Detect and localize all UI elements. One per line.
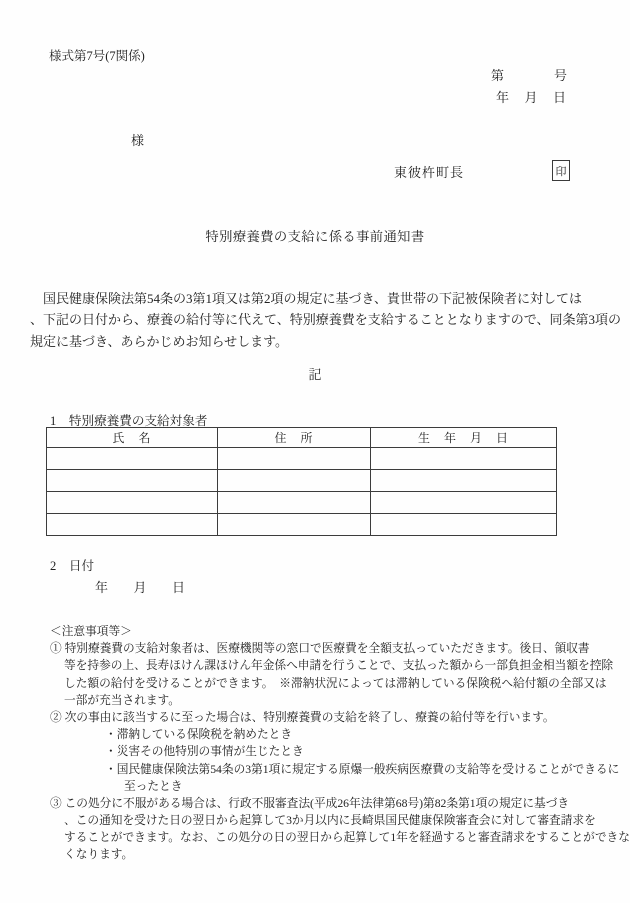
sender-name: 東彼杵町長: [394, 165, 465, 180]
notes-text-line: 、この通知を受けた日の翌日から起算して3か月以内に長崎県国民健康保険審査会に対して審査請求を: [64, 814, 596, 828]
section2-date-line: [95, 577, 185, 596]
table-cell: [218, 492, 371, 514]
table-header-name: 氏 名: [47, 428, 218, 448]
notes-title: ＜注意事項等＞: [50, 625, 132, 638]
notes-text-line: した額の給付を受けることができます。 ※滞納状況によっては滞納している保険税へ給付額の全部又は: [64, 676, 607, 690]
ki-separator: 記: [308, 367, 322, 382]
notes-text-line: くなります。: [64, 848, 134, 862]
table-header-address: 住 所: [218, 428, 371, 448]
table-body: [47, 448, 557, 536]
notes-text-line: することができます。なお、この処分の日の翌日から起算して1年を経過すると審査請求をすることができな: [64, 831, 630, 845]
notes-text-line: ② 次の事由に該当するに至った場合は、特別療養費の支給を終了し、療養の給付等を行います。: [50, 710, 555, 724]
seal-label: 印: [555, 165, 567, 178]
issue-date-line: [496, 87, 566, 106]
year-label: 年: [496, 90, 510, 105]
notes-text-line: ・滞納している保険税を納めたとき: [105, 728, 293, 742]
table-header-row: [47, 428, 557, 448]
notes-text-line: ・国民健康保険法第54条の3第1項に規定する原爆一般疾病医療費の支給等を受けることができるに: [105, 762, 620, 776]
body-text-line: 、下記の日付から、療養の給付等に代えて、特別療養費を支給することとなりますので、同条第3項の: [30, 312, 621, 328]
form-number: 様式第7号(7関係): [49, 49, 145, 63]
table-row: [47, 448, 557, 470]
month-label: 月: [133, 580, 147, 595]
body-text-line: 国民健康保険法第54条の3第1項又は第2項の規定に基づき、貴世帯の下記被保険者に対しては: [30, 291, 582, 306]
notes-section: [50, 623, 630, 864]
notes-text-line: 至ったとき: [124, 779, 183, 793]
table-row: [47, 514, 557, 536]
table-cell: [218, 470, 371, 492]
recipients-table: [46, 427, 557, 536]
section2-heading: 2 日付: [50, 559, 95, 573]
body-text-line: 規定に基づき、あらかじめお知らせします。: [30, 333, 289, 349]
doc-number-suffix: 号: [553, 68, 567, 83]
notes-text-line: ① 特別療養費の支給対象者は、医療機関等の窓口で医療費を全額支払っていただきます。後日、領収書: [50, 642, 590, 656]
table-cell: [47, 492, 218, 514]
section1-heading: 1 特別療養費の支給対象者: [50, 414, 208, 428]
table-cell: [371, 470, 557, 492]
doc-number-line: [491, 65, 567, 84]
page-title: 特別療養費の支給に係る事前通知書: [205, 229, 425, 244]
table-cell: [218, 514, 371, 536]
year-label: 年: [95, 580, 109, 595]
table-cell: [47, 514, 218, 536]
table-cell: [218, 448, 371, 470]
notes-text-line: 一部が充当されます。: [64, 693, 180, 707]
table-cell: [371, 514, 557, 536]
seal-box: [552, 160, 570, 181]
addressee-suffix: 様: [131, 133, 145, 148]
table-row: [47, 470, 557, 492]
table-cell: [47, 448, 218, 470]
table-cell: [371, 448, 557, 470]
notes-text-line: 等を持参の上、長寿ほけん課ほけん年金係へ申請を行うことで、支払った額から一部負担金相当額を控除: [64, 659, 614, 673]
table-header-birthdate: 生 年 月 日: [371, 428, 557, 448]
table-row: [47, 492, 557, 514]
day-label: 日: [552, 90, 566, 105]
doc-number-prefix: 第: [491, 68, 505, 83]
notes-text-line: ③ この処分に不服がある場合は、行政不服審査法(平成26年法律第68号)第82条第1項の規定に基づき: [50, 796, 570, 810]
table-cell: [371, 492, 557, 514]
body-paragraph: [30, 288, 621, 352]
day-label: 日: [171, 580, 185, 595]
notes-text-line: ・災害その他特別の事情が生じたとき: [105, 745, 304, 759]
month-label: 月: [524, 90, 538, 105]
table-cell: [47, 470, 218, 492]
